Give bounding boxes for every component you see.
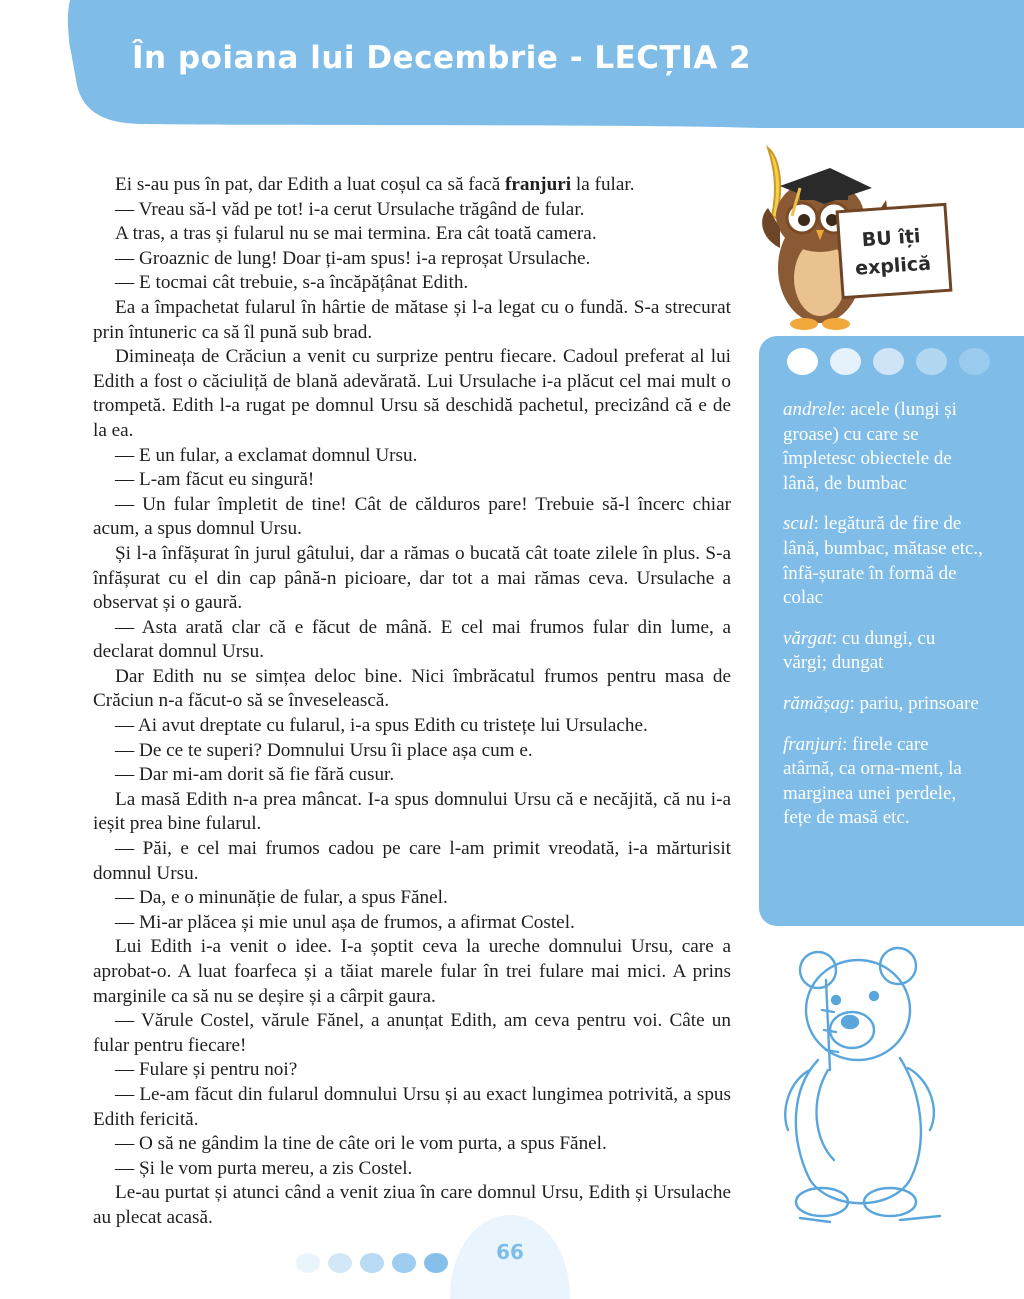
story-paragraph: — Mi-ar plăcea și mie unul așa de frumos, a afirmat Costel. xyxy=(115,911,575,933)
page-title: În poiana lui Decembrie - LECȚIA 2 xyxy=(132,40,752,76)
glossary-term: franjuri xyxy=(783,733,843,755)
story-paragraph: Dar Edith nu se simțea deloc bine. Nici îmbrăcatul frumos pentru masa de Crăciun n-a făcut-o să se înveselească. xyxy=(93,665,731,712)
story-paragraph xyxy=(93,173,731,198)
text-run: la fular. xyxy=(571,174,635,195)
text-run: Ei s-au pus în pat, dar Edith a luat coșul ca să facă xyxy=(115,174,506,195)
story-paragraph: — Le-am făcut din fularul domnului Ursu și au exact lungimea potrivită, a spus Edith fericită. xyxy=(93,1083,731,1130)
story-paragraph: — Un fular împletit de tine! Cât de călduros pare! Trebuie să-l încerc chiar acum, a spus domnul Ursu. xyxy=(93,493,731,540)
glossary-term: andrele xyxy=(783,399,841,420)
story-paragraph: — Vreau să-l văd pe tot! i-a cerut Ursulache trăgând de fular. xyxy=(115,198,585,220)
glossary-definition: : legătură de fire de lână, bumbac, mătase etc., înfă-șurate în formă de colac xyxy=(783,513,983,609)
glossary-entry xyxy=(783,627,983,676)
story-paragraph: — Dar mi-am dorit să fie fără cusur. xyxy=(115,764,395,786)
glossary-definition: : cu dungi, cu vărgi; dungat xyxy=(783,627,936,674)
story-paragraph: La masă Edith n-a prea mâncat. I-a spus domnului Ursu că e necăjită, că nu i-a ieșit prea bine fularul. xyxy=(93,788,731,835)
dot xyxy=(787,348,818,375)
story-text xyxy=(93,173,731,1231)
story-paragraph: — E tocmai cât trebuie, s-a încăpățânat Edith. xyxy=(115,272,469,294)
glossary-list xyxy=(783,398,983,847)
story-paragraph: Ea a împachetat fularul în hârtie de mătase și l-a legat cu o fundă. S-a strecurat prin întuneric ca să îl pună sub brad. xyxy=(93,296,731,343)
glossary-entry xyxy=(783,692,983,717)
dot xyxy=(916,348,947,375)
dot xyxy=(360,1253,384,1273)
page-number: 66 xyxy=(496,1240,524,1264)
sidebar-dots xyxy=(787,348,990,375)
story-paragraph: Dimineața de Crăciun a venit cu surprize pentru fiecare. Cadoul preferat al lui Edith a fost o căciuliță de blană adevărată. Lui Ursulache i-a plăcut cel mai mult o trompetă. Edith l-a rugat pe domnul Ursu să deschidă pachetul, precizând că e de la ea. xyxy=(93,346,731,441)
glossary-entry xyxy=(783,398,983,496)
story-paragraph: — L-am făcut eu singură! xyxy=(115,469,315,491)
story-paragraph: Lui Edith i-a venit o idee. I-a șoptit ceva la ureche domnului Ursu, care a aprobat-o. A luat foarfeca și a tăiat marele fular în trei fulare mai mici. A prins marginile ca să nu se deșire și a cârpit gaura. xyxy=(93,936,731,1007)
dot xyxy=(328,1253,352,1273)
footer-dots xyxy=(296,1253,448,1273)
glossary-term: vărgat xyxy=(783,627,832,649)
owl-sign-line1: BU îți xyxy=(861,225,922,252)
story-paragraph: — De ce te superi? Domnului Ursu îi place așa cum e. xyxy=(115,739,533,761)
owl-mascot-icon xyxy=(740,138,960,338)
teddy-bear-sketch-icon xyxy=(770,940,970,1230)
story-paragraph: Le-au purtat și atunci când a venit ziua în care domnul Ursu, Edith și Ursulache au plecat acasă. xyxy=(93,1182,731,1228)
story-paragraph: — Da, e o minunăție de fular, a spus Fănel. xyxy=(115,887,448,909)
story-paragraph: — E un fular, a exclamat domnul Ursu. xyxy=(115,444,418,466)
glossary-term: rămășag xyxy=(783,692,850,714)
story-paragraph: — O să ne gândim la tine de câte ori le vom purta, a spus Fănel. xyxy=(115,1133,607,1155)
story-paragraph: — Și le vom purta mereu, a zis Costel. xyxy=(115,1157,413,1179)
story-paragraph: Și l-a înfășurat în jurul gâtului, dar a rămas o bucată cât toate zilele în plus. S-a înfășurat cu el din cap până-n picioare, dar tot a mai rămas ceva. Ursulache a observat și o gaură. xyxy=(93,542,731,614)
owl-sign-line2: explică xyxy=(854,252,932,280)
story-paragraph: — Fulare și pentru noi? xyxy=(115,1059,298,1081)
glossary-entry xyxy=(783,512,983,610)
dot xyxy=(830,348,861,375)
story-paragraph: — Ai avut dreptate cu fularul, i-a spus Edith cu tristețe lui Ursulache. xyxy=(115,715,648,737)
story-paragraph: — Asta arată clar că e făcut de mână. E cel mai frumos fular din lume, a declarat domnul Ursu. xyxy=(93,616,731,663)
dot xyxy=(392,1253,416,1273)
glossary-definition: : firele care atârnă, ca orna-ment, la marginea unei perdele, fețe de masă etc. xyxy=(783,733,962,829)
story-paragraph: — Groaznic de lung! Doar ți-am spus! i-a reproșat Ursulache. xyxy=(115,247,591,269)
dot xyxy=(959,348,990,375)
bold-term: franjuri xyxy=(505,174,572,195)
glossary-definition: : acele (lungi și groase) cu care se împletesc obiectele de lână, de bumbac xyxy=(783,399,957,494)
glossary-entry xyxy=(783,733,983,831)
story-paragraph: — Vărule Costel, vărule Fănel, a anunțat Edith, am ceva pentru voi. Câte un fular pentru fiecare! xyxy=(93,1010,731,1056)
glossary-term: scul xyxy=(783,513,814,535)
dot xyxy=(873,348,904,375)
glossary-definition: : pariu, prinsoare xyxy=(849,692,979,714)
dot xyxy=(424,1253,448,1273)
story-paragraph: — Păi, e cel mai frumos cadou pe care l-am primit vreodată, i-a mărturisit domnul Ursu. xyxy=(93,838,731,884)
dot xyxy=(296,1253,320,1273)
story-paragraph: A tras, a tras și fularul nu se mai termina. Era cât toată camera. xyxy=(115,223,597,245)
